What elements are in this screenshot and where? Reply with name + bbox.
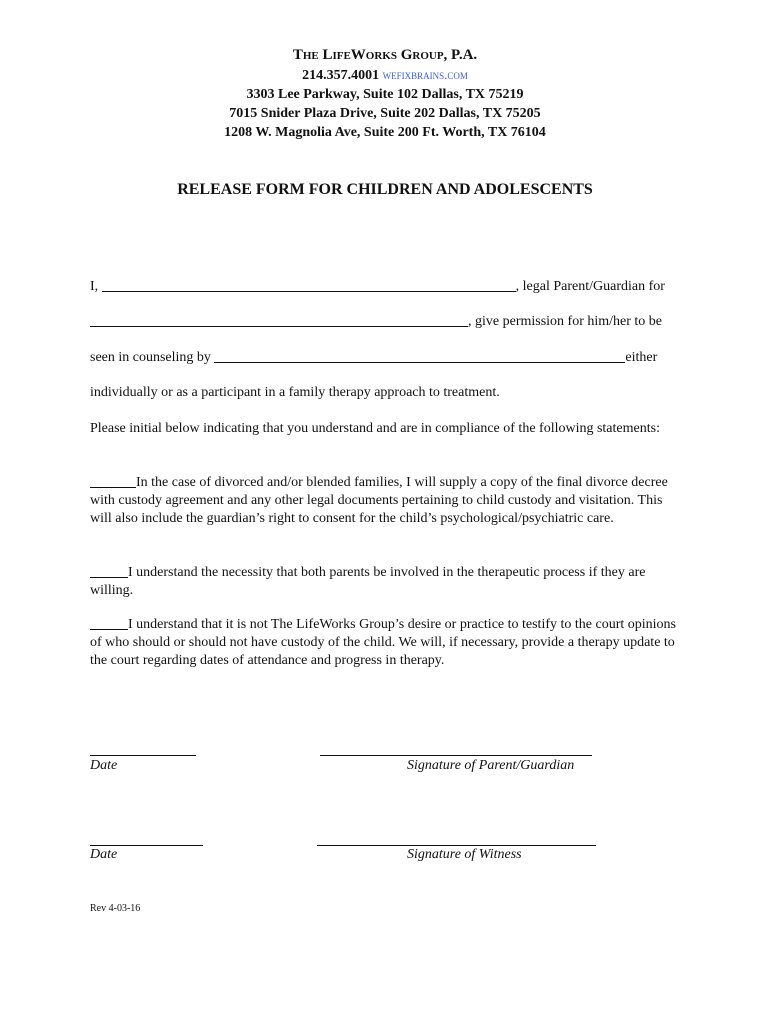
line3-suffix: either xyxy=(625,350,658,365)
address-1: 3303 Lee Parkway, Suite 102 Dallas, TX 75219 xyxy=(246,87,524,102)
parent-date-label: Date xyxy=(90,758,118,773)
parent-signature-label: Signature of Parent/Guardian xyxy=(407,758,575,773)
form-line-3 xyxy=(90,348,657,367)
form-line-4: individually or as a participant in a family therapy approach to treatment. xyxy=(90,385,500,400)
revision-note: Rev 4-03-16 xyxy=(90,903,141,914)
letterhead xyxy=(0,46,770,142)
statement-2 xyxy=(90,563,680,600)
contact-line xyxy=(0,65,770,85)
address-3: 1208 W. Magnolia Ave, Suite 200 Ft. Worth, TX 76104 xyxy=(224,125,546,140)
initial-field-2[interactable] xyxy=(90,563,128,578)
initial-field-3[interactable] xyxy=(90,615,128,630)
witness-signature-label: Signature of Witness xyxy=(407,847,522,862)
line1-suffix: , legal Parent/Guardian for xyxy=(515,279,665,294)
instructions: Please initial below indicating that you understand and are in compliance of the following statements: xyxy=(90,421,660,436)
statement-1 xyxy=(90,473,680,528)
statement-3-text: I understand that it is not The LifeWorks Group’s desire or practice to testify to the court opinions of who should or should not have custody of the child. We will, if necessary, provide a therapy update to the court regarding dates of attendance and progress in therapy. xyxy=(90,617,676,668)
initial-field-1[interactable] xyxy=(90,473,136,488)
statement-2-text: I understand the necessity that both parents be involved in the therapeutic process if they are willing. xyxy=(90,565,646,598)
parent-name-field[interactable] xyxy=(102,277,516,292)
form-line-1 xyxy=(90,277,665,296)
witness-signature-line[interactable] xyxy=(317,844,596,846)
org-name: The LifeWorks Group, P.A. xyxy=(292,47,478,63)
parent-date-line[interactable] xyxy=(90,754,196,756)
witness-date-label: Date xyxy=(90,847,118,862)
form-title: RELEASE FORM FOR CHILDREN AND ADOLESCENTS xyxy=(177,181,593,198)
counselor-name-field[interactable] xyxy=(214,348,625,363)
statement-3 xyxy=(90,615,680,670)
address-2: 7015 Snider Plaza Drive, Suite 202 Dallas, TX 75205 xyxy=(229,106,541,121)
line1-prefix: I, xyxy=(90,279,99,294)
website-link[interactable]: wefixbrains.com xyxy=(382,67,468,82)
form-line-2 xyxy=(90,312,662,331)
parent-signature-line[interactable] xyxy=(320,754,592,756)
line3-prefix: seen in counseling by xyxy=(90,350,211,365)
statement-1-text: In the case of divorced and/or blended families, I will supply a copy of the final divorce decree with custody agreement and any other legal documents pertaining to child custody and visitation. This will also include the guardian’s right to consent for the child’s psychological/psychiatric care. xyxy=(90,475,668,526)
child-name-field[interactable] xyxy=(90,312,468,327)
line2-suffix: , give permission for him/her to be xyxy=(468,314,663,329)
phone-number: 214.357.4001 xyxy=(302,68,380,83)
witness-date-line[interactable] xyxy=(90,844,203,846)
